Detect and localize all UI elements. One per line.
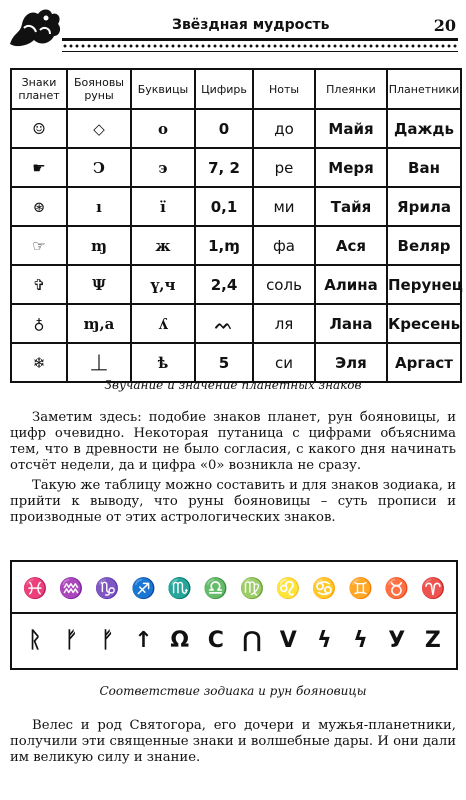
header-rule <box>62 38 458 41</box>
pleyanka-cell: Тайя <box>315 187 387 226</box>
table-row <box>11 265 461 304</box>
note-cell: ми <box>253 187 315 226</box>
pleyanka-cell: Меря <box>315 148 387 187</box>
planet-sign-cell: ❄ <box>11 343 67 382</box>
pleyanka-cell: Ася <box>315 226 387 265</box>
col-header-planet-signs: Знаки планет <box>11 69 67 109</box>
body-paragraph-1: Заметим здесь: подобие знаков планет, рун бояновицы, и цифр очевидно. Некоторая путаница с цифрами объяснима тем, что в древности не было согласия, с какого дня начинать отсчёт недели, да и цифра «0» возникла не сразу. <box>10 410 456 473</box>
planetnik-cell: Ван <box>387 148 461 187</box>
planet-sign-cell: ✞ <box>11 265 67 304</box>
number-cell: ᨓ <box>195 304 253 343</box>
zodiac-sign: ♉ <box>384 576 410 600</box>
zodiac-sign: ♒ <box>58 576 84 600</box>
zodiac-runes-table <box>10 560 458 670</box>
page-number: 20 <box>433 16 456 35</box>
table-header-row <box>11 69 461 109</box>
planet-sign-cell: ☞ <box>11 226 67 265</box>
pleyanka-cell: Алина <box>315 265 387 304</box>
number-cell: 5 <box>195 343 253 382</box>
planet-sign-cell: ⊛ <box>11 187 67 226</box>
rune-cell: ɱ <box>67 226 131 265</box>
bukvitsa-cell: ї <box>131 187 195 226</box>
planetnik-cell: Ярила <box>387 187 461 226</box>
planet-sign-cell: ☛ <box>11 148 67 187</box>
bukvitsa-cell: ʎ <box>131 304 195 343</box>
rune-cell: ɱ,а <box>67 304 131 343</box>
bukvitsa-cell: ж <box>131 226 195 265</box>
dragon-ornament-icon <box>6 4 64 50</box>
table-row <box>11 226 461 265</box>
note-cell: ре <box>253 148 315 187</box>
zodiac-sign: ♈ <box>420 576 446 600</box>
rune-glyph: ↑ <box>134 627 153 653</box>
zodiac-sign: ♏ <box>167 576 193 600</box>
note-cell: си <box>253 343 315 382</box>
table-row <box>11 187 461 226</box>
rune-glyph: ᚠ <box>64 627 78 653</box>
rune-glyph: У <box>388 627 406 653</box>
planetnik-cell: Даждь <box>387 109 461 148</box>
table-row <box>11 148 461 187</box>
note-cell: до <box>253 109 315 148</box>
planet-sign-cell: ☺ <box>11 109 67 148</box>
header-dotted-rule <box>62 43 458 49</box>
zodiac-sign: ♌ <box>275 576 301 600</box>
table-row <box>11 109 461 148</box>
col-header-boyan-runes: Бояновы руны <box>67 69 131 109</box>
zodiac-sign: ♍ <box>239 576 265 600</box>
note-cell: соль <box>253 265 315 304</box>
col-header-pleyanki: Плеянки <box>315 69 387 109</box>
zodiac-sign: ♋ <box>311 576 337 600</box>
rune-glyph: C <box>207 627 224 653</box>
rune-glyph: Z <box>424 627 441 653</box>
running-title: Звёздная мудрость <box>172 17 330 33</box>
planetnik-cell: Аргаст <box>387 343 461 382</box>
planetnik-cell: Кресень <box>387 304 461 343</box>
rune-cell: Ͻ <box>67 148 131 187</box>
rune-cell: ◇ <box>67 109 131 148</box>
zodiac-divider <box>12 612 456 614</box>
zodiac-sign: ♓ <box>22 576 48 600</box>
bukvitsa-cell: о <box>131 109 195 148</box>
col-header-notes: Ноты <box>253 69 315 109</box>
rune-glyph: Ω <box>170 627 190 653</box>
pleyanka-cell: Майя <box>315 109 387 148</box>
table-row <box>11 343 461 382</box>
zodiac-sign: ♐ <box>131 576 156 600</box>
rune-glyph: ϟ <box>353 627 368 653</box>
planetnik-cell: Веляр <box>387 226 461 265</box>
zodiac-caption: Соответствие зодиака и рун бояновицы <box>99 684 367 698</box>
note-cell: фа <box>253 226 315 265</box>
col-header-planetniki: Планетники <box>387 69 461 109</box>
rune-cell: ı <box>67 187 131 226</box>
zodiac-sign: ♑ <box>94 576 120 600</box>
rune-cell: ⏊ <box>67 343 131 382</box>
number-cell: 0,1 <box>195 187 253 226</box>
bukvitsa-cell: э <box>131 148 195 187</box>
planetnik-cell: Перунец <box>387 265 461 304</box>
rune-glyph: V <box>279 627 297 653</box>
table-row <box>11 304 461 343</box>
rune-cell: Ψ <box>67 265 131 304</box>
zodiac-signs-row <box>20 566 448 610</box>
runes-row <box>20 618 448 662</box>
bukvitsa-cell: ү,ч <box>131 265 195 304</box>
number-cell: 2,4 <box>195 265 253 304</box>
page-header <box>0 0 466 58</box>
rune-glyph: ᚱ <box>28 627 42 653</box>
number-cell: 1,ɱ <box>195 226 253 265</box>
zodiac-sign: ♊ <box>348 576 373 600</box>
planet-sign-cell: ♁ <box>11 304 67 343</box>
col-header-bukvitsy: Буквицы <box>131 69 195 109</box>
number-cell: 0 <box>195 109 253 148</box>
rune-glyph: ᚠ <box>100 627 114 653</box>
table-caption: Звучание и значение планетных знаков <box>104 378 362 392</box>
note-cell: ля <box>253 304 315 343</box>
body-paragraph-3: Велес и род Святогора, его дочери и мужья-планетники, получили эти священные знаки и волшебные дары. И они дали им великую силу и знание. <box>10 718 456 765</box>
pleyanka-cell: Лана <box>315 304 387 343</box>
number-cell: 7, 2 <box>195 148 253 187</box>
col-header-tsifir: Цифирь <box>195 69 253 109</box>
rune-glyph: ϟ <box>317 627 332 653</box>
zodiac-sign: ♎ <box>203 576 229 600</box>
body-paragraph-2: Такую же таблицу можно составить и для знаков зодиака, и прийти к выводу, что руны бояновицы – суть прописи и производные от этих астрологических знаков. <box>10 478 456 525</box>
header-thin-rule <box>62 51 458 52</box>
planet-signs-table <box>10 68 462 383</box>
rune-glyph: ⋂ <box>242 627 262 653</box>
pleyanka-cell: Эля <box>315 343 387 382</box>
bukvitsa-cell: ѣ <box>131 343 195 382</box>
